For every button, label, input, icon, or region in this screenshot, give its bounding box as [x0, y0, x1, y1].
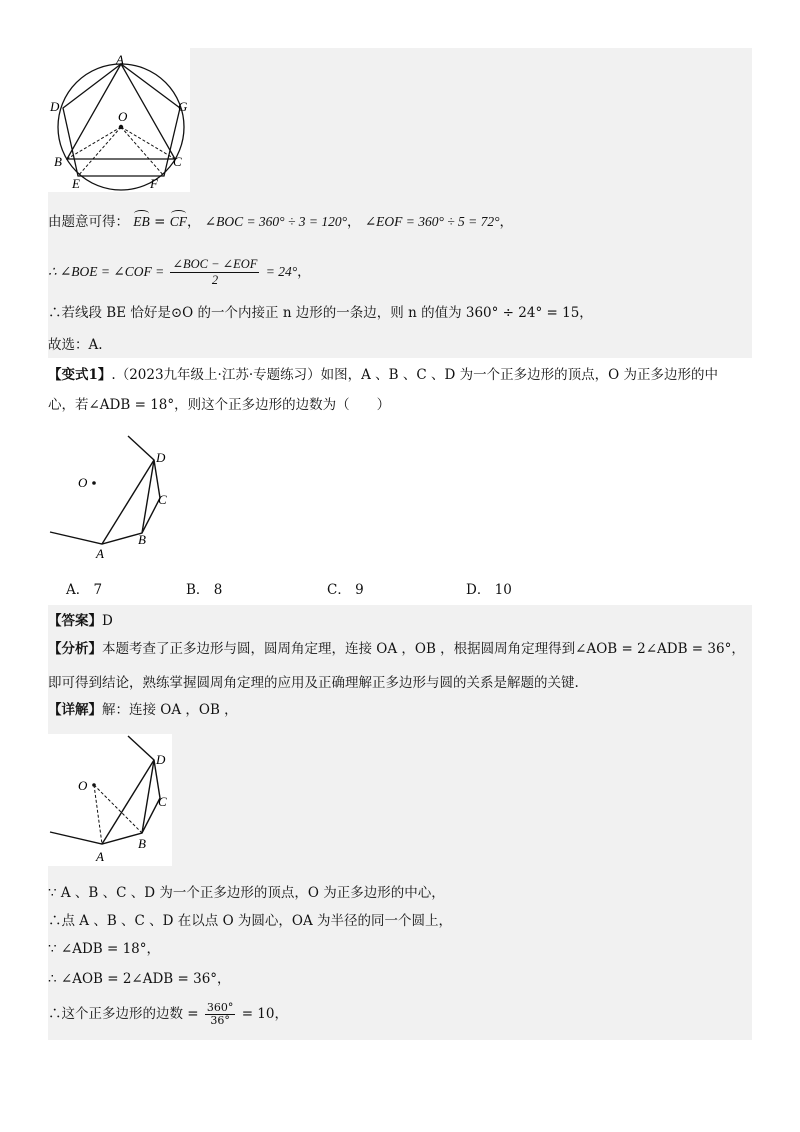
detail-step-5: ∴这个正多边形的边数 = $\frac{360^\circ}{36^\circ}$ = 10，	[48, 1001, 288, 1027]
option-a[interactable]: A． 7	[66, 582, 103, 598]
circle-pentagon-figure	[48, 48, 190, 192]
detail-step-3: ∵ ∠ADB = 18°，	[48, 941, 161, 957]
label-O: O	[78, 475, 88, 490]
label-F: F	[150, 176, 158, 191]
label-D: D	[50, 99, 60, 114]
detail-step-2: ∴点 A 、B 、C 、D 在以点 O 为圆心，OA 为半径的同一个圆上，	[48, 913, 453, 929]
detail-step-4: ∴ ∠AOB = 2∠ADB = 36°，	[48, 971, 231, 987]
analysis-line-1: 【分析】本题考查了正多边形与圆，圆周角定理，连接 OA ，OB ，根据圆周角定理得到∠AOB = 2∠ADB = 36°，	[48, 641, 745, 657]
label-C: C	[173, 154, 182, 169]
answer-line: 【答案】D	[48, 613, 113, 629]
arc-CF: CF	[169, 214, 187, 229]
label-C: C	[158, 794, 167, 809]
label-O: O	[78, 778, 88, 793]
label-A: A	[96, 849, 104, 864]
polygon-radii-figure	[48, 734, 172, 866]
detail-step-1: ∵ A 、B 、C 、D 为一个正多边形的顶点，O 为正多边形的中心，	[48, 885, 445, 901]
solution-line-2: ∴ ∠BOE = ∠COF = $\frac{\text{∠BOC − ∠EOF}}{2}$ = 24°，	[48, 257, 311, 287]
label-B: B	[54, 154, 62, 169]
fraction-bisect: $\frac{\text{∠BOC − ∠EOF}}{2}$	[172, 257, 258, 287]
label-A: A	[96, 546, 104, 561]
label-D: D	[156, 450, 166, 465]
label-C: C	[158, 492, 167, 507]
variant-stem-line-2: 心，若∠ADB = 18°，则这个正多边形的边数为（ ）	[48, 397, 391, 413]
variant-stem-line-1: 【变式1】.（2023九年级上·江苏·专题练习）如图，A 、B 、C 、D 为一个正多边形的顶点，O 为正多边形的中	[48, 367, 718, 383]
analysis-line-2: 即可得到结论，熟练掌握圆周角定理的应用及正确理解正多边形与圆的关系是解题的关键.	[48, 675, 579, 691]
label-B: B	[138, 836, 146, 851]
option-d[interactable]: D． 10	[466, 582, 512, 598]
label-D: D	[156, 752, 166, 767]
variant-tag: 【变式1】	[48, 367, 112, 383]
arc-EB: EB	[133, 214, 150, 229]
solution-line-4: 故选：A.	[48, 337, 103, 353]
solution-line-1: 由题意可得： EB = CF， ∠BOC = 360° ÷ 3 = 120°， ∠EOF = 360° ÷ 5 = 72°，	[48, 214, 514, 230]
fraction-sides: $\frac{360^\circ}{36^\circ}$	[206, 1001, 234, 1027]
label-E: E	[72, 176, 80, 191]
label-A: A	[116, 52, 124, 67]
label-G: G	[178, 99, 188, 114]
polygon-fragment-figure	[48, 428, 188, 568]
option-b[interactable]: B． 8	[186, 582, 223, 598]
solution-line-3: ∴若线段 BE 恰好是⊙O 的一个内接正 n 边形的一条边，则 n 的值为 360° ÷ 24° = 15，	[48, 305, 593, 321]
option-c[interactable]: C． 9	[327, 582, 364, 598]
detail-line-1: 【详解】解：连接 OA ，OB ，	[48, 702, 238, 718]
label-O: O	[118, 109, 128, 124]
label-B: B	[138, 532, 146, 547]
